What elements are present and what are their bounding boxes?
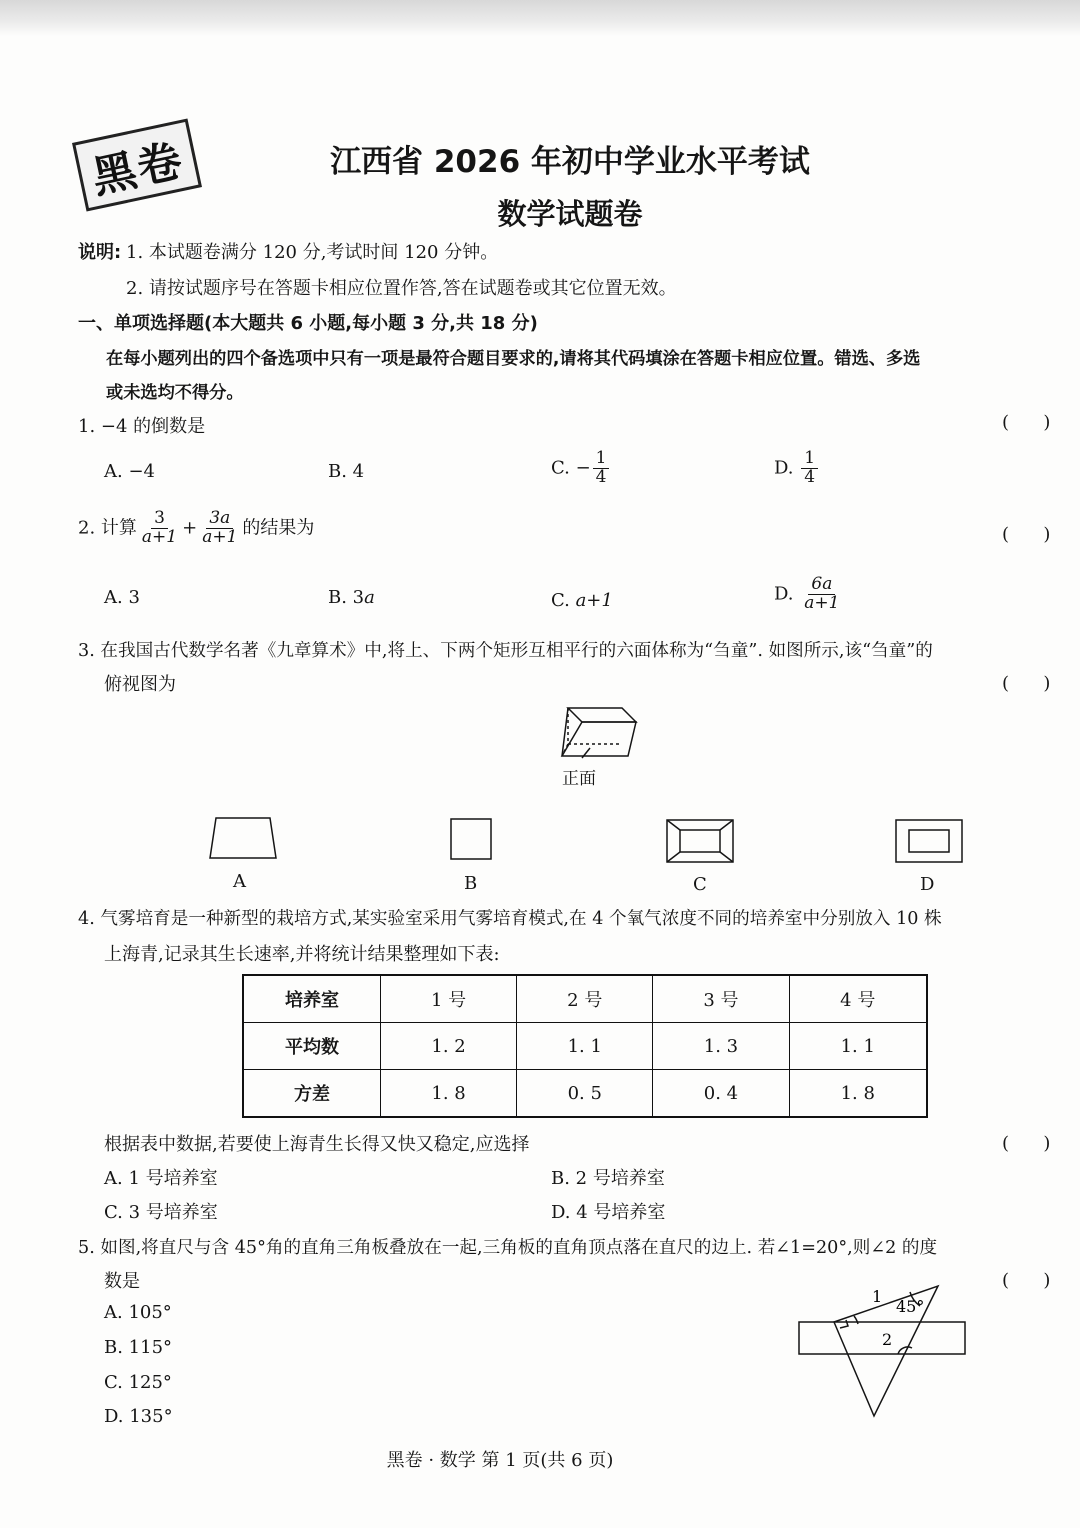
page-footer: 黑卷 · 数学 第 1 页(共 6 页)	[386, 1450, 614, 1471]
q1-answer-bracket: ( )	[1002, 412, 1051, 433]
q4-option-c: C. 3 号培养室	[104, 1202, 218, 1223]
q3-option-b-figure	[450, 818, 494, 862]
q5-answer-bracket: ( )	[1002, 1270, 1051, 1291]
instruction-1: 1. 本试题卷满分 120 分,考试时间 120 分钟。	[126, 242, 499, 263]
q1-option-d	[774, 450, 820, 487]
q4-data-table	[242, 974, 928, 1118]
q5-option-b: B. 115°	[104, 1337, 173, 1358]
q3-stem-line1: 3. 在我国古代数学名著《九章算术》中,将上、下两个矩形互相平行的六面体称为“刍童”. 如图所示,该“刍童”的	[78, 641, 933, 661]
q3-option-b-label: B	[464, 873, 478, 894]
q1-c-denominator: 4	[595, 466, 607, 487]
q3-option-c-figure	[666, 819, 736, 863]
table-row	[243, 1070, 927, 1118]
exam-title: 江西省 2026 年初中学业水平考试	[330, 144, 810, 180]
scan-top-shadow	[0, 0, 1080, 36]
q1-option-c	[551, 450, 611, 487]
q1-stem: 1. −4 的倒数是	[78, 416, 206, 437]
q1-option-a: A. −4	[104, 461, 155, 482]
table-row	[243, 1023, 927, 1070]
q1-d-denominator: 4	[804, 466, 816, 487]
q1-option-d-fraction	[801, 450, 818, 487]
q3-front-label: 正面	[562, 769, 596, 789]
q2-option-b-prefix: B. 3	[328, 587, 365, 608]
section-heading: 一、单项选择题(本大题共 6 小题,每小题 3 分,共 18 分)	[78, 313, 538, 334]
table-cell: 0. 5	[517, 1070, 653, 1118]
table-row	[243, 975, 927, 1023]
table-cell: 方差	[243, 1070, 381, 1118]
table-header-cell: 1 号	[381, 975, 517, 1023]
q3-option-d-figure	[895, 819, 965, 863]
paper-stamp-logo: 黑卷	[72, 118, 202, 211]
q2-option-d-fraction	[801, 576, 842, 613]
q2-option-d-prefix: D.	[774, 583, 794, 605]
q3-option-c-label: C	[693, 874, 707, 895]
q1-option-c-fraction	[593, 450, 610, 487]
q2-d-denominator-text: a+1	[804, 592, 840, 613]
q2-option-c-prefix: C.	[551, 590, 576, 611]
instructions-label: 说明:	[78, 242, 122, 263]
exam-subtitle: 数学试题卷	[497, 197, 643, 231]
q2-f2-denominator-text: a+1	[202, 526, 238, 547]
q2-f2-numerator-text: 3a	[209, 508, 231, 528]
q3-solid-top-face	[568, 708, 636, 722]
q2-d-numerator-text: 6a	[811, 574, 833, 594]
q2-plus: +	[182, 517, 198, 539]
q2-option-d	[774, 576, 844, 613]
q4-stem-line1: 4. 气雾培育是一种新型的栽培方式,某实验室采用气雾培育模式,在 4 个氧气浓度不同的培养室中分别放入 10 株	[78, 909, 942, 929]
q5-stem-line2: 数是	[104, 1271, 140, 1292]
q2-option-b	[328, 587, 375, 608]
q2-option-c	[551, 590, 613, 611]
q1-d-numerator: 1	[801, 450, 818, 469]
q2-stem-prefix: 2. 计算	[78, 517, 137, 539]
table-header-cell: 2 号	[517, 975, 653, 1023]
q2-answer-bracket: ( )	[1002, 524, 1051, 545]
q3-option-a-figure	[208, 816, 278, 860]
q3-solid-figure	[556, 704, 646, 764]
table-cell: 0. 4	[653, 1070, 789, 1118]
q3-answer-bracket: ( )	[1002, 673, 1051, 694]
q3-solid-front-face	[562, 722, 636, 756]
table-header-cell: 培养室	[243, 975, 381, 1023]
table-cell: 1. 3	[653, 1023, 789, 1070]
table-header-cell: 3 号	[653, 975, 789, 1023]
q4-option-b: B. 2 号培养室	[551, 1168, 665, 1189]
q2-option-a: A. 3	[104, 587, 140, 608]
q5-angle-45-label: 45°	[896, 1297, 925, 1316]
q4-option-d: D. 4 号培养室	[551, 1202, 666, 1223]
table-header-cell: 4 号	[789, 975, 927, 1023]
q2-f2-denominator	[199, 526, 240, 547]
q4-option-a: A. 1 号培养室	[104, 1168, 218, 1189]
q1-option-c-prefix: C. −	[551, 457, 591, 479]
table-cell: 1. 2	[381, 1023, 517, 1070]
q2-f1-numerator: 3	[151, 510, 168, 529]
q3-option-a-label: A	[233, 871, 246, 892]
q1-option-b: B. 4	[328, 461, 365, 482]
q2-option-c-value: a+1	[575, 590, 613, 611]
q2-fraction-1	[139, 510, 180, 547]
q4-stem-line2: 上海青,记录其生长速率,并将统计结果整理如下表:	[104, 944, 500, 965]
table-cell: 1. 8	[789, 1070, 927, 1118]
q2-fraction-2	[199, 510, 240, 547]
q5-option-a: A. 105°	[104, 1302, 172, 1323]
q2-f1-denominator	[139, 526, 180, 547]
q2-f1-denominator-text: a+1	[141, 526, 178, 547]
q3-stem-line2: 俯视图为	[104, 674, 176, 695]
q5-angle-1-label: 1	[872, 1287, 883, 1306]
table-cell: 1. 8	[381, 1070, 517, 1118]
q5-option-c: C. 125°	[104, 1372, 172, 1393]
instruction-2: 2. 请按试题序号在答题卡相应位置作答,答在试题卷或其它位置无效。	[126, 278, 677, 299]
table-cell: 平均数	[243, 1023, 381, 1070]
q3-option-d-label: D	[920, 874, 935, 895]
table-cell: 1. 1	[517, 1023, 653, 1070]
section-desc-line1: 在每小题列出的四个备选项中只有一项是最符合题目要求的,请将其代码填涂在答题卡相应位置。错选、多选	[106, 349, 921, 369]
q5-ruler-triangle-figure	[796, 1282, 968, 1422]
q1-c-numerator: 1	[593, 450, 610, 469]
q4-question: 根据表中数据,若要使上海青生长得又快又稳定,应选择	[104, 1134, 530, 1155]
q5-stem-line1: 5. 如图,将直尺与含 45°角的直角三角板叠放在一起,三角板的直角顶点落在直尺的边上. 若∠1=20°,则∠2 的度	[78, 1238, 938, 1258]
q2-stem	[78, 510, 314, 547]
section-desc-line2: 或未选均不得分。	[106, 383, 244, 403]
table-cell: 1. 1	[789, 1023, 927, 1070]
q1-option-d-prefix: D.	[774, 457, 794, 479]
q5-angle-2-label: 2	[882, 1330, 893, 1349]
q4-answer-bracket: ( )	[1002, 1133, 1051, 1154]
q5-option-d: D. 135°	[104, 1406, 173, 1427]
q2-d-denominator	[801, 592, 842, 613]
q2-option-b-var: a	[364, 587, 375, 608]
q2-stem-suffix: 的结果为	[242, 517, 315, 539]
